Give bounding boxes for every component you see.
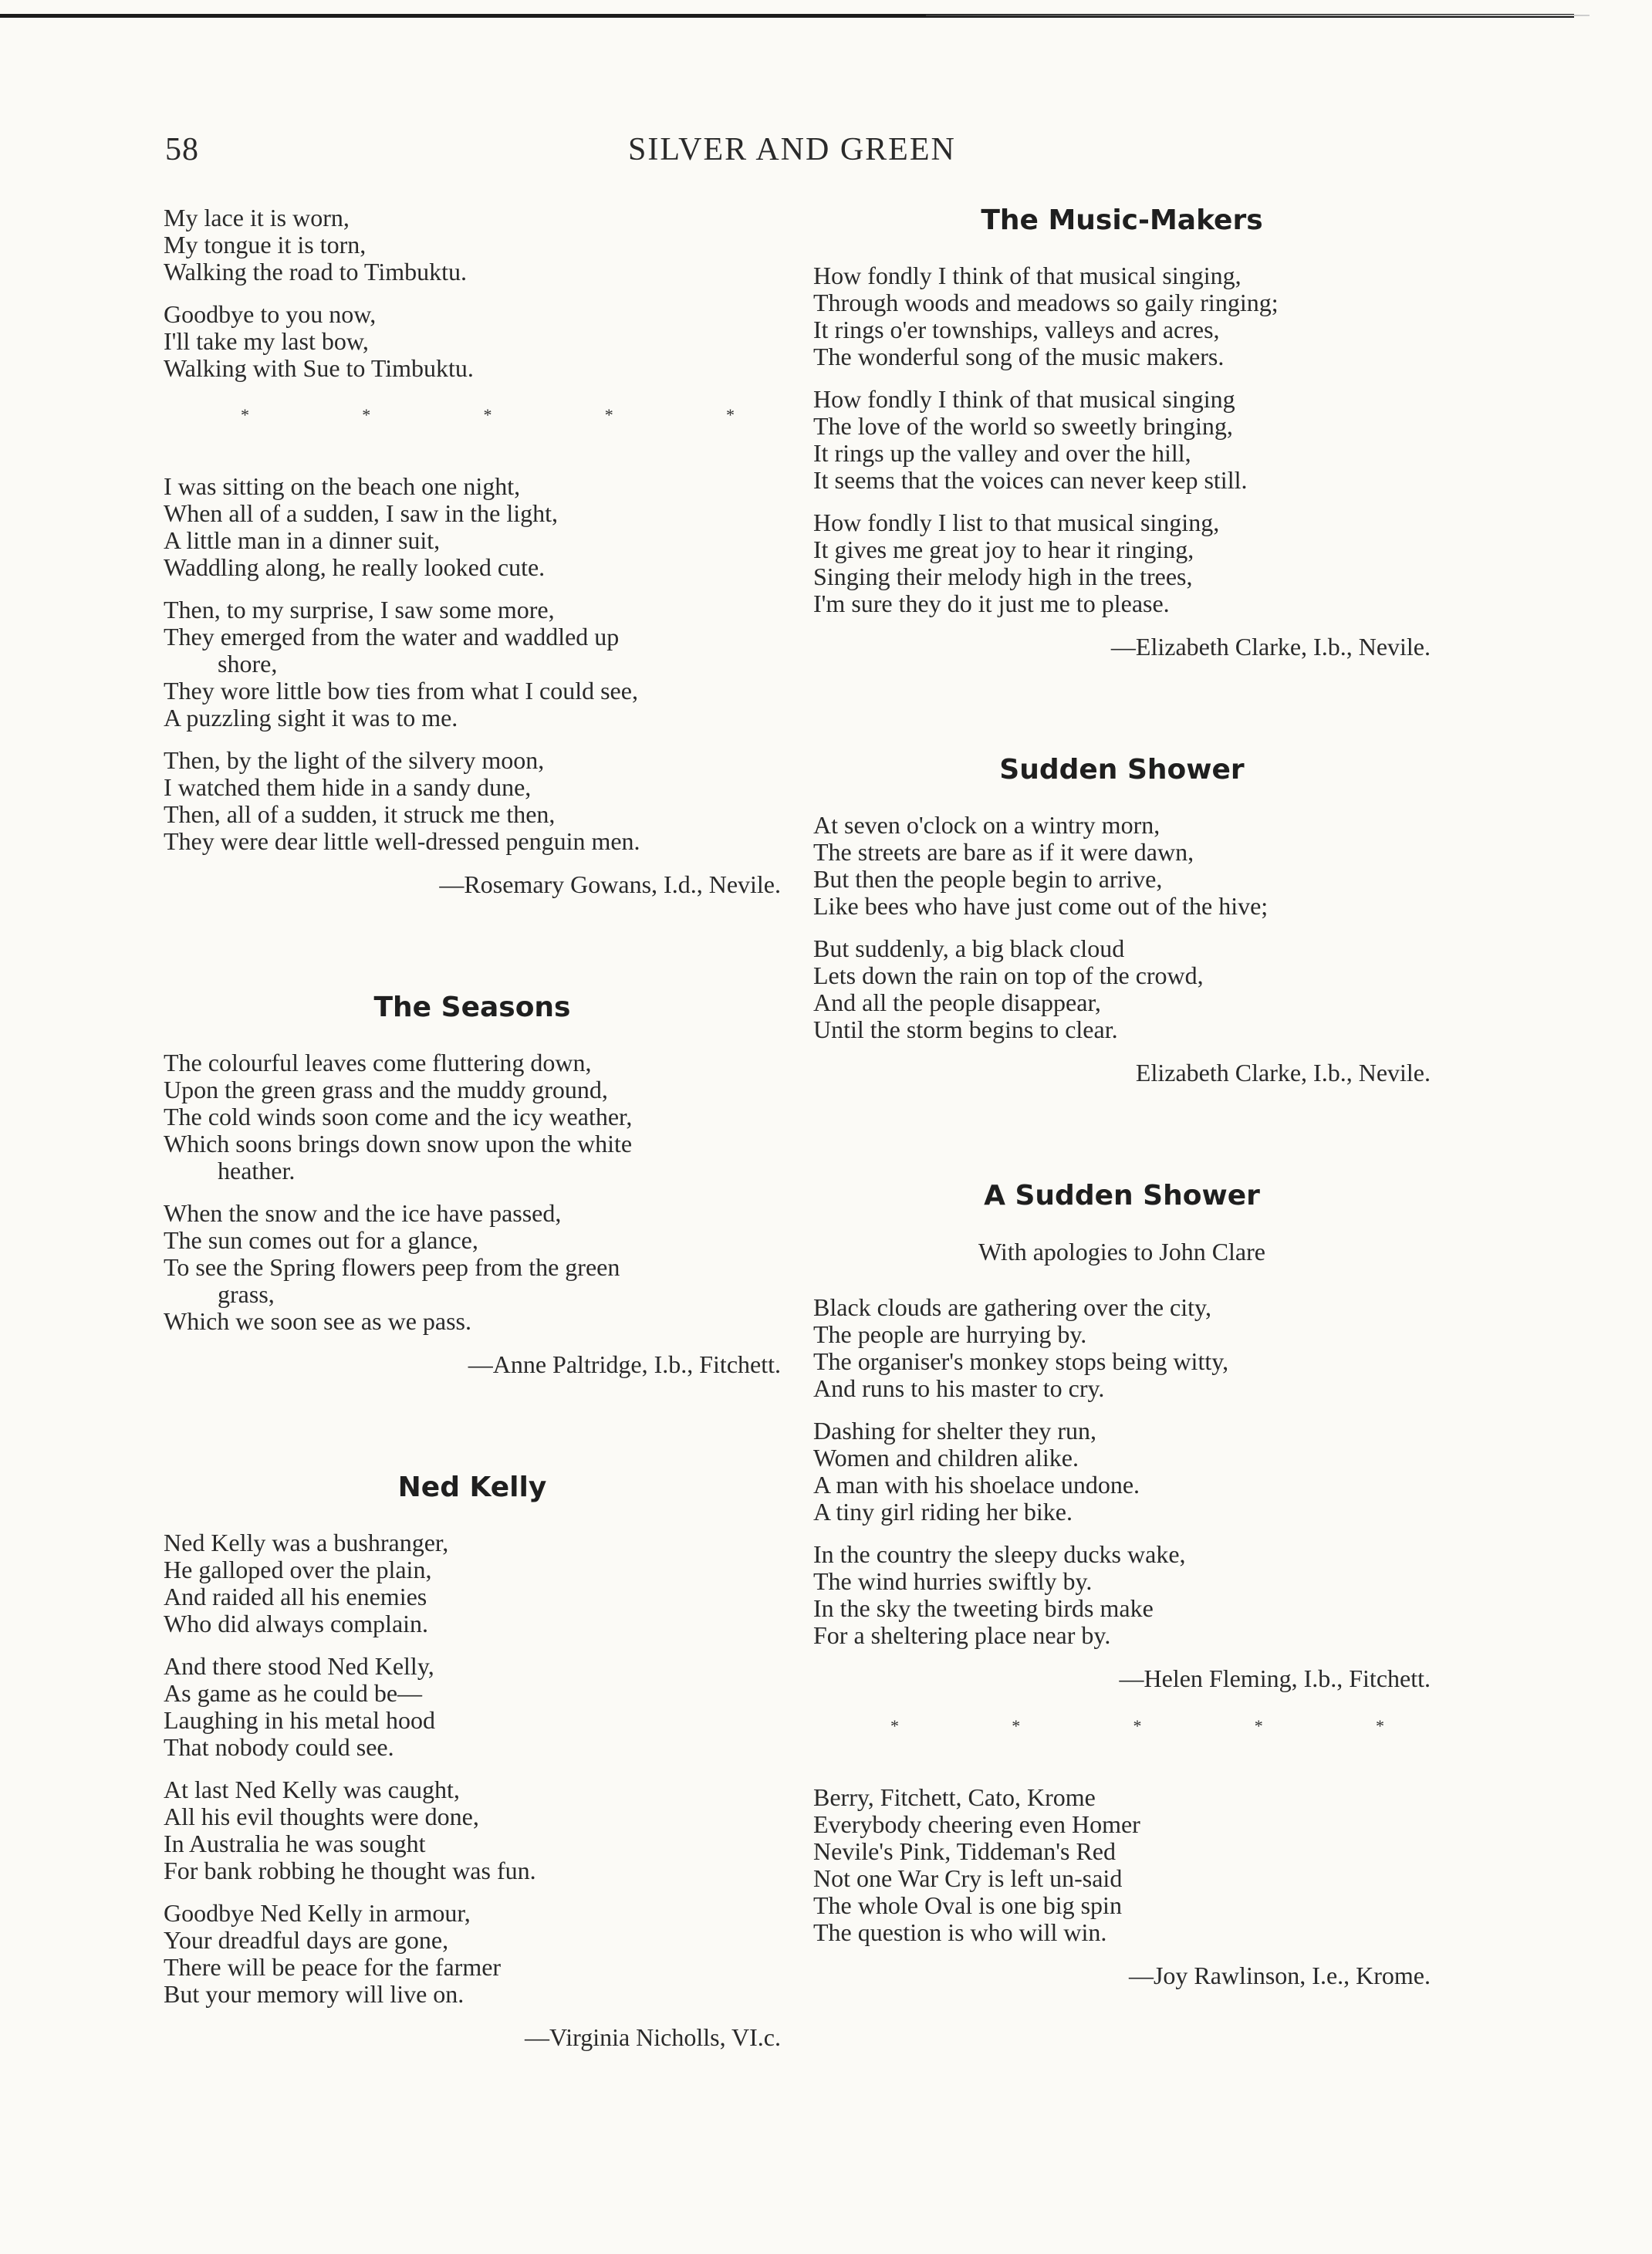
- poem-line: Your dreadful days are gone,: [164, 1926, 449, 1954]
- stanza: [164, 747, 781, 855]
- poem-line: The question is who will win.: [813, 1918, 1107, 1946]
- poem-line: Upon the green grass and the muddy ground,: [164, 1076, 608, 1103]
- star-ornament: *: [241, 405, 249, 424]
- poem-line: At seven o'clock on a wintry morn,: [813, 811, 1160, 839]
- poem-line: I'm sure they do it just me to please.: [813, 590, 1170, 617]
- star-ornament: *: [890, 1716, 899, 1735]
- stanza: [813, 262, 1431, 370]
- poem-line: Which we soon see as we pass.: [164, 1307, 471, 1335]
- poem-line: As game as he could be—: [164, 1679, 423, 1707]
- poem-line: But suddenly, a big black cloud: [813, 934, 1125, 962]
- poem-attribution: —Rosemary Gowans, I.d., Nevile.: [439, 870, 781, 898]
- star-ornament: *: [1254, 1716, 1263, 1735]
- poem-line: When all of a sudden, I saw in the light,: [164, 499, 558, 527]
- poem-line: And there stood Ned Kelly,: [164, 1652, 434, 1680]
- stanza: [164, 1653, 781, 1761]
- poem-line: It rings o'er townships, valleys and acres,: [813, 316, 1220, 343]
- poem-line: Berry, Fitchett, Cato, Krome: [813, 1783, 1096, 1811]
- poem-line: I watched them hide in a sandy dune,: [164, 773, 532, 801]
- poem-line: Who did always complain.: [164, 1610, 429, 1637]
- star-divider: [813, 1716, 1431, 1736]
- poem-line: Singing their melody high in the trees,: [813, 563, 1193, 590]
- star-divider: [164, 405, 781, 425]
- poem-line: It seems that the voices can never keep still.: [813, 466, 1248, 494]
- poem-line: Women and children alike.: [813, 1444, 1079, 1472]
- poem-line: Until the storm begins to clear.: [813, 1015, 1118, 1043]
- poem-line: Then, by the light of the silvery moon,: [164, 746, 545, 774]
- stanza: [164, 1900, 781, 2008]
- stanza: [813, 1541, 1431, 1649]
- poem-line: The wind hurries swiftly by.: [813, 1567, 1093, 1595]
- poem-line: How fondly I list to that musical singing,: [813, 509, 1220, 536]
- poem-line: Lets down the rain on top of the crowd,: [813, 961, 1204, 989]
- stanza: [164, 1529, 781, 1637]
- poem-attribution: —Anne Paltridge, I.b., Fitchett.: [468, 1350, 781, 1378]
- stanza: [164, 301, 781, 382]
- poem-line: For bank robbing he thought was fun.: [164, 1857, 536, 1884]
- poem-line: Everybody cheering even Homer: [813, 1810, 1140, 1838]
- star-ornament: *: [1012, 1716, 1021, 1735]
- poem-line: Waddling along, he really looked cute.: [164, 553, 546, 581]
- stanza: [164, 596, 781, 732]
- star-ornament: *: [1133, 1716, 1142, 1735]
- poem-line: There will be peace for the farmer: [164, 1953, 502, 1981]
- right-column: [813, 204, 1431, 1990]
- poem-line: My tongue it is torn,: [164, 231, 367, 259]
- poem-subtitle: With apologies to John Clare: [978, 1238, 1265, 1266]
- poem-line: Ned Kelly was a bushranger,: [164, 1529, 449, 1556]
- poem-line: But then the people begin to arrive,: [813, 865, 1163, 893]
- poem-line: Not one War Cry is left un-said: [813, 1864, 1123, 1892]
- poem-line: The streets are bare as if it were dawn,: [813, 838, 1194, 866]
- stanza: [164, 1776, 781, 1884]
- poem-line: And raided all his enemies: [164, 1583, 427, 1610]
- poem-line: A little man in a dinner suit,: [164, 526, 441, 554]
- stanza: [164, 204, 781, 286]
- poem-line: Goodbye Ned Kelly in armour,: [164, 1899, 471, 1927]
- poem-line: Black clouds are gathering over the city,: [813, 1293, 1211, 1321]
- poem-line: They were dear little well-dressed penguin men.: [164, 827, 640, 855]
- poem-line: Which soons brings down snow upon the white: [164, 1130, 633, 1157]
- star-ornament: *: [483, 405, 492, 424]
- poem-line: For a sheltering place near by.: [813, 1621, 1111, 1649]
- page-header: [165, 131, 1431, 177]
- poem-line: Dashing for shelter they run,: [813, 1417, 1097, 1445]
- poem-line: It gives me great joy to hear it ringing,: [813, 536, 1194, 563]
- poem-line: Then, to my surprise, I saw some more,: [164, 596, 555, 623]
- running-title: SILVER AND GREEN: [628, 132, 956, 167]
- poem-line: All his evil thoughts were done,: [164, 1803, 479, 1830]
- poem-the-music-makers: [813, 204, 1431, 661]
- stanza: [813, 1784, 1431, 1946]
- poem-attribution: —Joy Rawlinson, I.e., Krome.: [1128, 1962, 1431, 1989]
- poem-timbuktu: [164, 204, 781, 382]
- poem-line: The organiser's monkey stops being witty,: [813, 1347, 1229, 1375]
- poem-attribution: —Helen Fleming, I.b., Fitchett.: [1119, 1664, 1431, 1692]
- poem-line: shore,: [218, 650, 278, 678]
- poem-line: To see the Spring flowers peep from the green: [164, 1253, 620, 1281]
- poem-line: grass,: [218, 1280, 275, 1308]
- poem-line: When the snow and the ice have passed,: [164, 1199, 562, 1227]
- poem-line: The cold winds soon come and the icy weather,: [164, 1103, 633, 1130]
- poem-line: The wonderful song of the music makers.: [813, 343, 1225, 370]
- star-ornament: *: [1376, 1716, 1384, 1735]
- poem-line: In the country the sleepy ducks wake,: [813, 1540, 1186, 1568]
- stanza: [164, 1049, 781, 1184]
- poem-title: Sudden Shower: [999, 754, 1245, 786]
- star-ornament: *: [726, 405, 735, 424]
- poem-line: They emerged from the water and waddled up: [164, 623, 620, 651]
- poem-title: The Seasons: [373, 992, 571, 1023]
- page-number: 58: [165, 132, 199, 167]
- stanza: [813, 1418, 1431, 1526]
- stanza: [164, 473, 781, 581]
- poem-line: They wore little bow ties from what I could see,: [164, 677, 638, 705]
- poem-line: A puzzling sight it was to me.: [164, 704, 458, 732]
- poem-sudden-shower: [813, 754, 1431, 1087]
- star-ornament: *: [604, 405, 613, 424]
- poem-line: It rings up the valley and over the hill,: [813, 439, 1191, 467]
- poem-line: Walking the road to Timbuktu.: [164, 258, 467, 286]
- poem-title: The Music-Makers: [981, 204, 1263, 236]
- poem-line: heather.: [218, 1157, 296, 1184]
- poem-line: I was sitting on the beach one night,: [164, 472, 521, 500]
- stanza: [813, 935, 1431, 1043]
- poem-line: And runs to his master to cry.: [813, 1374, 1105, 1402]
- poem-line: Like bees who have just come out of the hive;: [813, 892, 1269, 920]
- poem-line: How fondly I think of that musical singing: [813, 385, 1235, 413]
- poem-ned-kelly: [164, 1472, 781, 2052]
- poem-line: Goodbye to you now,: [164, 300, 377, 328]
- poem-line: The whole Oval is one big spin: [813, 1891, 1122, 1919]
- stanza: [813, 812, 1431, 920]
- poem-line: Then, all of a sudden, it struck me then,: [164, 800, 556, 828]
- poem-line: At last Ned Kelly was caught,: [164, 1776, 460, 1803]
- poem-line: He galloped over the plain,: [164, 1556, 432, 1583]
- poem-line: My lace it is worn,: [164, 204, 350, 231]
- poem-line: In Australia he was sought: [164, 1830, 426, 1857]
- left-column: [164, 204, 781, 2052]
- poem-line: The love of the world so sweetly bringing,: [813, 412, 1233, 440]
- stanza: [164, 1200, 781, 1335]
- poem-title: Ned Kelly: [397, 1472, 547, 1503]
- poem-line: That nobody could see.: [164, 1733, 394, 1761]
- poem-line: Walking with Sue to Timbuktu.: [164, 354, 474, 382]
- poem-the-seasons: [164, 992, 781, 1379]
- poem-a-sudden-shower: [813, 1180, 1431, 1693]
- stanza: [813, 509, 1431, 617]
- star-ornament: *: [362, 405, 371, 424]
- poem-line: Nevile's Pink, Tiddeman's Red: [813, 1837, 1116, 1865]
- poem-line: In the sky the tweeting birds make: [813, 1594, 1154, 1622]
- poem-line: I'll take my last bow,: [164, 327, 369, 355]
- poem-line: A tiny girl riding her bike.: [813, 1498, 1073, 1526]
- poem-line: How fondly I think of that musical singing,: [813, 262, 1242, 289]
- poem-line: Laughing in his metal hood: [164, 1706, 435, 1734]
- poem-house-war-cry: [813, 1784, 1431, 1990]
- poem-penguins: [164, 473, 781, 899]
- poem-line: A man with his shoelace undone.: [813, 1471, 1140, 1499]
- poem-attribution: —Elizabeth Clarke, I.b., Nevile.: [1110, 633, 1431, 661]
- top-rule-fade: [926, 15, 1590, 16]
- poem-line: The sun comes out for a glance,: [164, 1226, 478, 1254]
- poem-line: The colourful leaves come fluttering down,: [164, 1049, 592, 1076]
- poem-title: A Sudden Shower: [984, 1180, 1260, 1211]
- poem-attribution: —Virginia Nicholls, VI.c.: [525, 2023, 781, 2051]
- poem-line: But your memory will live on.: [164, 1980, 465, 2008]
- poem-line: Through woods and meadows so gaily ringing;: [813, 289, 1279, 316]
- poem-line: The people are hurrying by.: [813, 1320, 1087, 1348]
- poem-attribution: Elizabeth Clarke, I.b., Nevile.: [1135, 1059, 1431, 1086]
- stanza: [813, 1294, 1431, 1402]
- poem-line: And all the people disappear,: [813, 988, 1101, 1016]
- stanza: [813, 386, 1431, 494]
